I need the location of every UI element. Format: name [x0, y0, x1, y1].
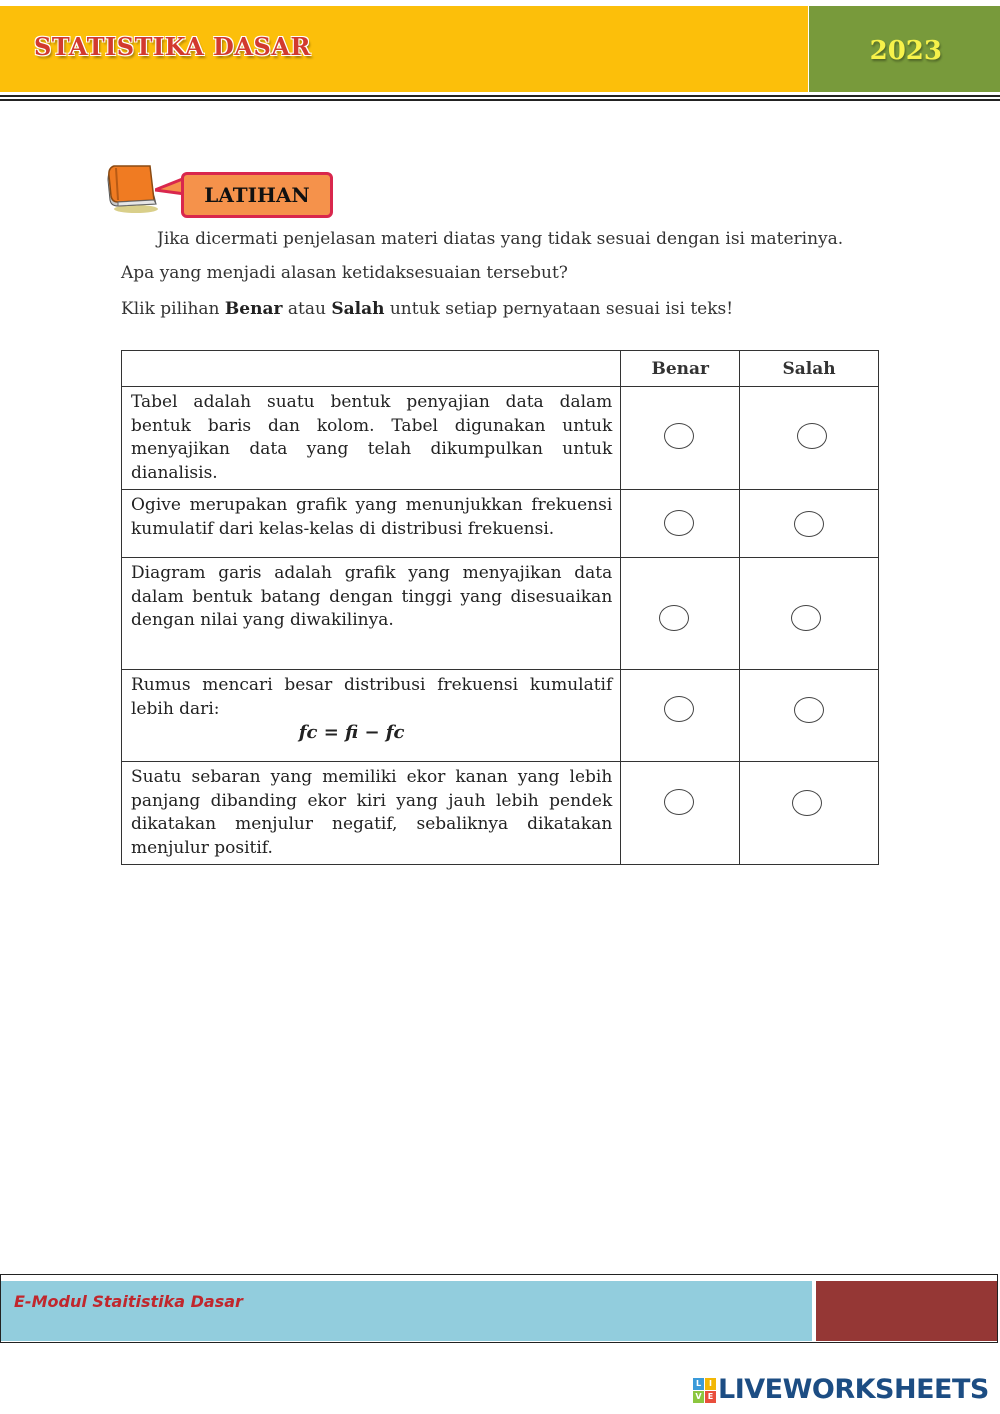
table-row [122, 387, 879, 490]
benar-radio-4[interactable] [664, 696, 694, 722]
benar-cell [621, 558, 740, 670]
salah-cell [740, 762, 879, 865]
salah-cell [740, 490, 879, 558]
benar-radio-1[interactable] [664, 423, 694, 449]
salah-radio-3[interactable] [791, 605, 821, 631]
logo-letter: I [705, 1378, 716, 1390]
benar-radio-2[interactable] [664, 510, 694, 536]
salah-cell [740, 558, 879, 670]
intro-salah: Salah [331, 299, 385, 319]
salah-radio-2[interactable] [794, 511, 824, 537]
header-benar: Benar [621, 351, 740, 387]
salah-radio-1[interactable] [797, 423, 827, 449]
benar-radio-3[interactable] [659, 605, 689, 631]
statement-4 [122, 670, 621, 762]
logo-grid-icon [693, 1378, 715, 1402]
table-row [122, 558, 879, 670]
table-row [122, 762, 879, 865]
benar-cell [621, 670, 740, 762]
intro-benar: Benar [224, 299, 283, 319]
formula: fc = fi − fc [298, 722, 405, 743]
benar-radio-5[interactable] [664, 789, 694, 815]
salah-radio-5[interactable] [792, 790, 822, 816]
header-statement [122, 351, 621, 387]
statement-5: Suatu sebaran yang memiliki ekor kanan yang lebih panjang dibanding ekor kiri yang jauh lebih pendek dikatakan menjulur negatif, sebaliknya dikatakan menjulur positif. [122, 762, 621, 865]
benar-cell [621, 387, 740, 490]
salah-radio-4[interactable] [794, 697, 824, 723]
statement-2: Ogive merupakan grafik yang menunjukkan frekuensi kumulatif dari kelas-kelas di distribusi frekuensi. [122, 490, 621, 558]
logo-letter: E [705, 1391, 716, 1403]
table-header-row [122, 351, 879, 387]
header-divider [0, 95, 1000, 97]
header-title: STATISTIKA DASAR [34, 32, 311, 61]
page-header [0, 6, 1000, 92]
table-row [122, 490, 879, 558]
intro-line-3-pre: Klik pilihan [121, 299, 225, 319]
benar-cell [621, 762, 740, 865]
header-divider [0, 99, 1000, 101]
logo-letter: V [693, 1391, 704, 1403]
header-year: 2023 [869, 36, 942, 66]
quiz-table [121, 350, 879, 865]
logo-text: LIVEWORKSHEETS [718, 1374, 989, 1405]
benar-cell [621, 490, 740, 558]
intro-line-3 [121, 299, 881, 319]
intro-line-3-post: untuk setiap pernyataan sesuai isi teks! [384, 299, 734, 319]
salah-cell [740, 670, 879, 762]
logo-letter: L [693, 1378, 704, 1390]
footer-text: E-Modul Staitistika Dasar [14, 1292, 243, 1311]
header-salah: Salah [740, 351, 879, 387]
table-row [122, 670, 879, 762]
liveworksheets-logo[interactable] [693, 1374, 989, 1405]
intro-line-1: Jika dicermati penjelasan materi diatas yang tidak sesuai dengan isi materinya. [157, 229, 844, 249]
intro-line-2: Apa yang menjadi alasan ketidaksesuaian tersebut? [121, 263, 568, 283]
statement-4-text: Rumus mencari besar distribusi frekuensi kumulatif lebih dari: [131, 675, 613, 719]
statement-1: Tabel adalah suatu bentuk penyajian data dalam bentuk baris dan kolom. Tabel digunakan untuk menyajikan data yang telah dikumpulkan untuk dianalisis. [122, 387, 621, 490]
statement-3: Diagram garis adalah grafik yang menyajikan data dalam bentuk batang dengan tinggi yang disesuaikan dengan nilai yang diwakilinya. [122, 558, 621, 670]
latihan-badge: LATIHAN [181, 172, 333, 218]
intro-line-3-mid: atau [282, 299, 332, 319]
salah-cell [740, 387, 879, 490]
